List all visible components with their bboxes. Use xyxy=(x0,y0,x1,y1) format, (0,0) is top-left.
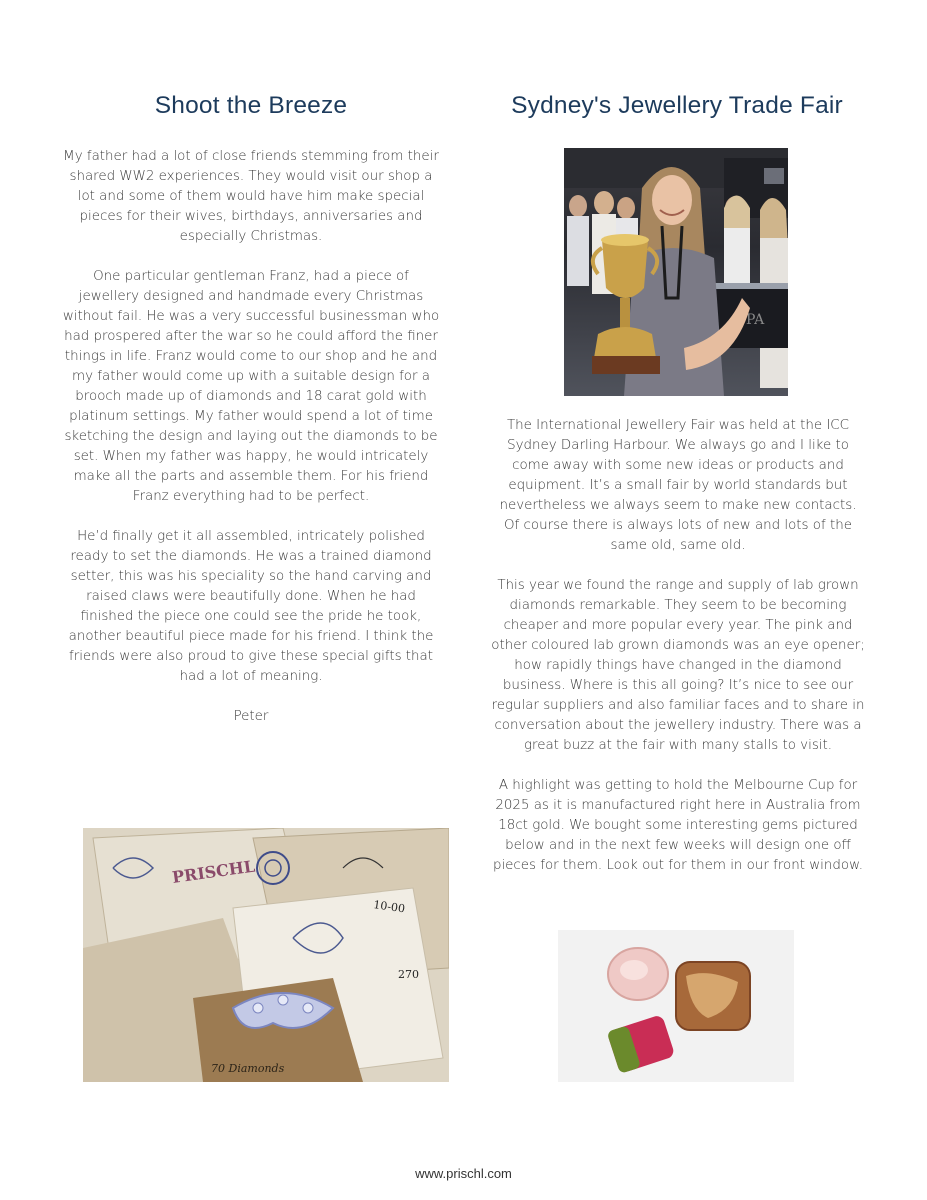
sketch-label-diamonds: 70 Diamonds xyxy=(211,1062,285,1075)
right-paragraph-3: A highlight was getting to hold the Melbourne Cup for 2025 as it is manufactured right here in Australia from 18ct gold. We bought some interesting gems pictured below and in the next few weeks will design one off pieces for them. Look out for them in our front window. xyxy=(492,778,864,873)
right-article-body xyxy=(490,416,866,896)
trade-fair-photo xyxy=(564,148,788,396)
gemstones-illustration xyxy=(558,930,794,1082)
sketch-label-price: 10-00 xyxy=(372,898,406,916)
right-column xyxy=(488,88,866,120)
left-paragraph-3: He’d finally get it all assembled, intricately polished ready to set the diamonds. He was a trained diamond setter, this was his speciality so the hand carving and raised claws were beautifully done. When he had finished the piece one could see the pride he took, another beautiful piece made for his friend. I think the friends were also proud to give these special gifts that had a lot of meaning. xyxy=(68,529,434,684)
left-heading: Shoot the Breeze xyxy=(154,92,348,119)
right-paragraph-2: This year we found the range and supply of lab grown diamonds remarkable. They seem to be becoming cheaper and more popular every year. The pink and other coloured lab grown diamonds was an eye opener; how rapidly things have changed in the diamond business. Where is this all going? It’s nice to see our regular suppliers and also familiar faces and to share in conversation about the jewellery industry. There was a great buzz at the fair with many stalls to visit. xyxy=(491,578,865,753)
footer-url[interactable]: www.prischl.com xyxy=(415,1166,512,1181)
left-article-body xyxy=(62,147,440,747)
trade-fair-illustration xyxy=(564,148,788,396)
design-sketches-photo xyxy=(83,828,449,1082)
sketches-illustration xyxy=(83,828,449,1082)
sketch-label-prischl: PRISCHL xyxy=(170,856,257,887)
right-heading: Sydney's Jewellery Trade Fair xyxy=(511,92,843,119)
sketch-label-number: 270 xyxy=(398,968,419,981)
left-paragraph-1: My father had a lot of close friends stemming from their shared WW2 experiences. They would visit our shop a lot and some of them would have him make special pieces for their wives, birthdays, anniversaries and especially Christmas. xyxy=(63,149,439,244)
banner-text: PA xyxy=(746,312,765,328)
left-paragraph-2: One particular gentleman Franz, had a piece of jewellery designed and handmade every Christmas without fail. He was a very successful businessman who had prospered after the war so he could afford the finer things in life. Franz would come to our shop and he and my father would come up with a suitable design for a brooch made up of diamonds and 18 carat gold with platinum settings. My father would spend a lot of time sketching the design and laying out the diamonds to be set. When my father was happy, he would intricately make all the parts and assemble them. For his friend Franz everything had to be perfect. xyxy=(62,269,440,504)
signature: Peter xyxy=(233,709,269,724)
left-column xyxy=(62,88,440,120)
right-paragraph-1: The International Jewellery Fair was held at the ICC Sydney Darling Harbour. We always go and I like to come away with some new ideas or products and equipment. It’s a small fair by world standards but nevertheless we always seem to make new contacts. Of course there is always lots of new and lots of the same old, same old. xyxy=(499,418,857,553)
gemstones-photo xyxy=(558,930,794,1082)
